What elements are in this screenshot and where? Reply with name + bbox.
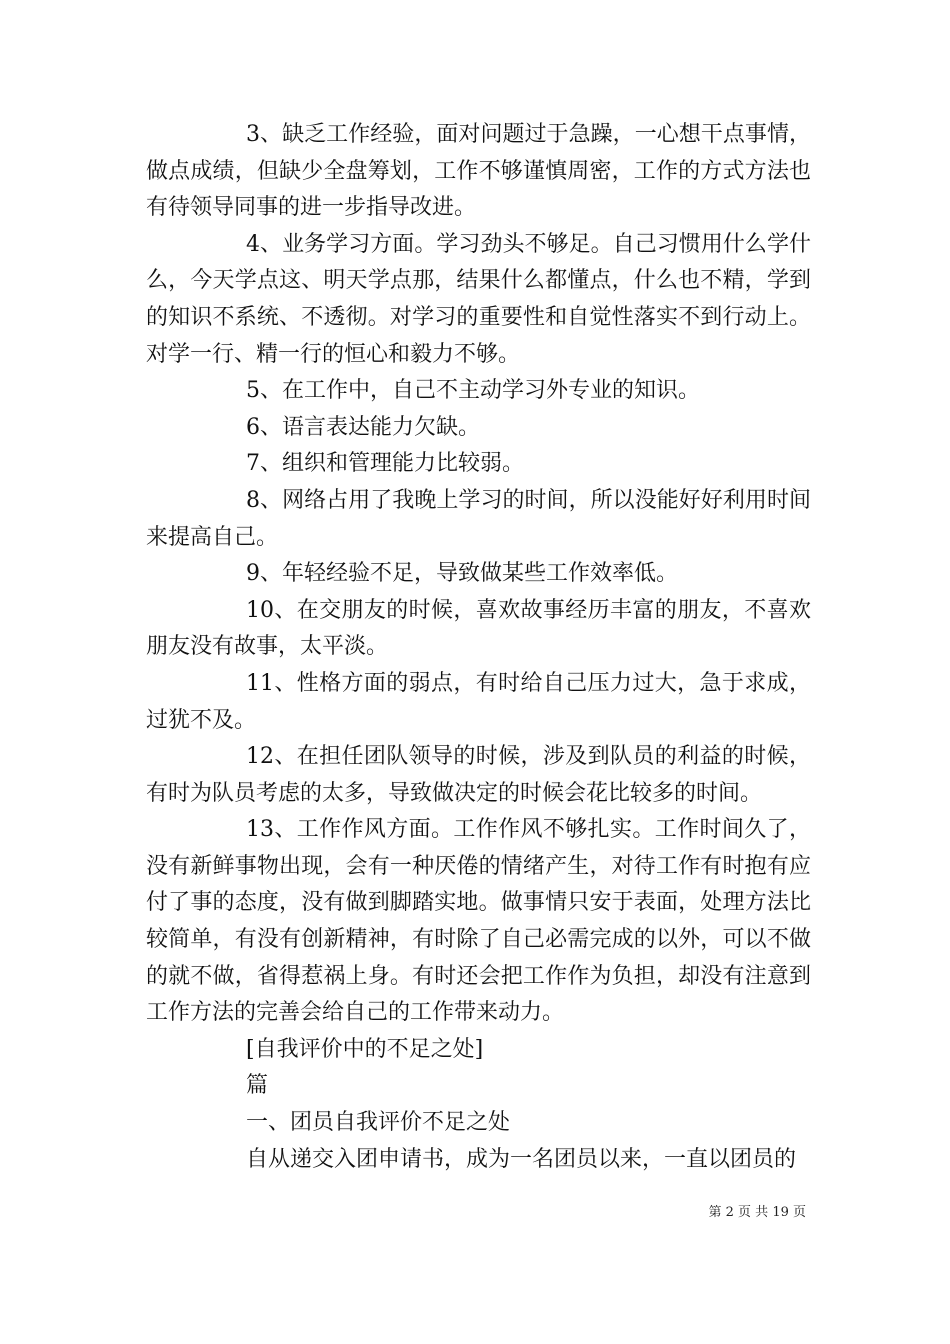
section-heading: [自我评价中的不足之处] (246, 1036, 484, 1062)
paragraph-12: 12、在担任团队领导的时候，涉及到队员的利益的时候，有时为队员考虑的太多，导致做决定的时候会花比较多的时间。 (146, 744, 811, 806)
paragraph-3: 3、缺乏工作经验，面对问题过于急躁，一心想干点事情，做点成绩，但缺少全盘筹划，工作不够谨慎周密，工作的方式方法也有待领导同事的进一步指导改进。 (146, 122, 811, 221)
paragraph-4: 4、业务学习方面。学习劲头不够足。自己习惯用什么学什么，今天学点这、明天学点那，结果什么都懂点，什么也不精，学到的知识不系统、不透彻。对学习的重要性和自觉性落实不到行动上。对学一行、精一行的恒心和毅力不够。 (146, 231, 811, 367)
paragraph-9: 9、年轻经验不足，导致做某些工作效率低。 (246, 561, 678, 587)
paragraph-6: 6、语言表达能力欠缺。 (246, 414, 480, 440)
paragraph-10: 10、在交朋友的时候，喜欢故事经历丰富的朋友，不喜欢朋友没有故事，太平淡。 (146, 597, 811, 660)
paragraph-11: 11、性格方面的弱点，有时给自己压力过大，急于求成，过犹不及。 (146, 670, 811, 733)
paragraph-13: 13、工作作风方面。工作作风不够扎实。工作时间久了，没有新鲜事物出现，会有一种厌倦的情绪产生，对待工作有时抱有应付了事的态度，没有做到脚踏实地。做事情只安于表面，处理方法比较简单，有没有创新精神，有时除了自己必需完成的以外，可以不做的就不做，省得惹祸上身。有时还会把工作作为负担，却没有注意到工作方法的完善会给自己的工作带来动力。 (146, 817, 811, 1026)
chapter-marker: 篇 (246, 1073, 269, 1099)
paragraph-8: 8、网络占用了我晚上学习的时间，所以没能好好利用时间来提高自己。 (146, 487, 811, 550)
page-number-footer: 第 2 页 共 19 页 (708, 1205, 806, 1220)
document-body (146, 117, 811, 1178)
paragraph-7: 7、组织和管理能力比较弱。 (246, 451, 524, 477)
subsection-title: 一、团员自我评价不足之处 (246, 1110, 511, 1136)
body-paragraph: 自从递交入团申请书，成为一名团员以来，一直以团员的 (246, 1146, 797, 1172)
paragraph-5: 5、在工作中，自己不主动学习外专业的知识。 (246, 378, 700, 404)
